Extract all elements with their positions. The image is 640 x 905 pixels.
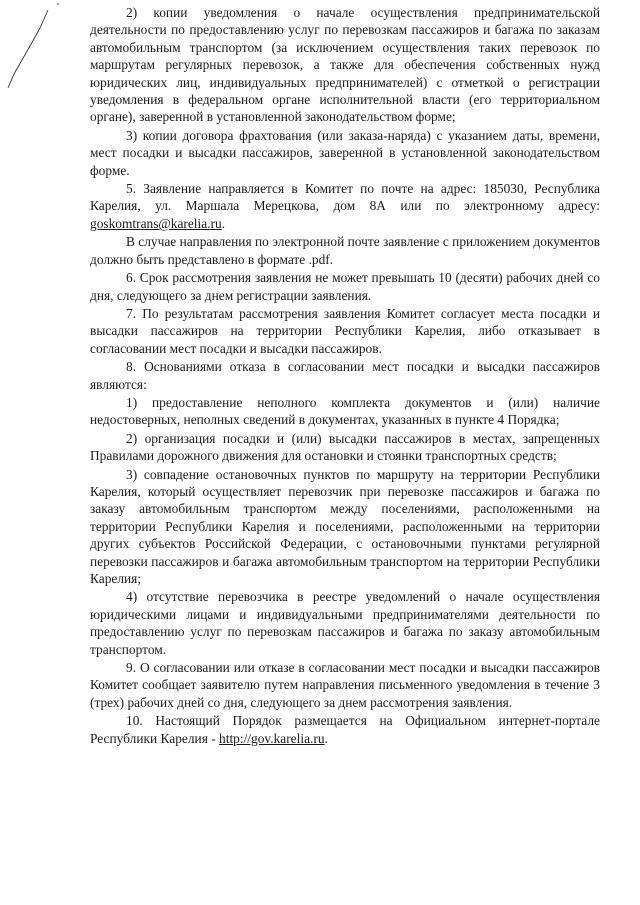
paragraph-8-refusal-grounds: 8. Основаниями отказа в согласовании мест посадки и высадки пассажиров являются: — [90, 359, 600, 392]
email-link[interactable]: goskomtrans@karelia.ru — [90, 215, 222, 231]
paragraph-8-1-incomplete-documents: 1) предоставление неполного комплекта документов и (или) наличие недостоверных, неполных сведений в документах, указанных в пункте 4 Порядка; — [90, 394, 600, 428]
paragraph-10-publication — [90, 712, 600, 747]
paragraph-3-copy-charter-contract: 3) копии договора фрахтования (или заказа-наряда) с указанием даты, времени, мест посадки и высадки пассажиров, заверенной в установленной законодательством форме. — [90, 127, 600, 178]
paragraph-8-3-stop-coincidence: 3) совпадение остановочных пунктов по маршруту на территории Республики Карелия, который осуществляет перевозчик при перевозке пассажиров и багажа по заказу автомобильным транспортом между поселениями, расположенными на территории Республики Карелия и поселениями, расположенными на территории других субъектов Российской Федерации, с остановочными пунктами регулярной перевозки пассажиров и багажа автомобильным транспортом на территории Республики Карелия; — [90, 466, 600, 586]
margin-pen-mark — [0, 0, 60, 100]
paragraph-text: 10. Настоящий Порядок размещается на Официальном интернет-портале Республики Карелия - — [90, 713, 600, 746]
paragraph-end: . — [221, 215, 226, 231]
paragraph-8-4-registry-absence: 4) отсутствие перевозчика в реестре уведомлений о начале осуществления юридическими лицами и индивидуальными предпринимателями деятельности по предоставлению услуг по перевозкам пассажиров и багажа по заказу автомобильным транспортом. — [90, 589, 600, 657]
paragraph-9-notification: 9. О согласовании или отказе в согласовании мест посадки и высадки пассажиров Комитет сообщает заявителю путем направления письменного уведомления в течение 3 (трех) рабочих дней со дня, следующего за днем рассмотрения заявления. — [90, 660, 600, 710]
document-page — [90, 0, 600, 748]
portal-link[interactable]: http://gov.karelia.ru — [219, 730, 325, 746]
paragraph-2-copy-notification: 2) копии уведомления о начале осуществления предпринимательской деятельности по предоставлению услуг по перевозкам пассажиров и багажа по заказам автомобильным транспортом (за исключением осуществления таких перевозок по маршрутам регулярных перевозок, а также для обеспечения собственных нужд юридических лиц, индивидуальных предпринимателей) с отметкой о регистрации уведомления в федеральном органе исполнительной власти (его территориальном органе), заверенной в установленной законодательством форме; — [90, 5, 600, 125]
paragraph-8-2-prohibited-places: 2) организация посадки и (или) высадки пассажиров в местах, запрещенных Правилами дорожного движения для остановки и стоянки транспортных средств; — [90, 430, 600, 464]
paragraph-6-review-period: 6. Срок рассмотрения заявления не может превышать 10 (десяти) рабочих дней со дня, следующего за днем регистрации заявления. — [90, 270, 600, 303]
paragraph-7-review-results: 7. По результатам рассмотрения заявления Комитет согласует места посадки и высадки пассажиров на территории Республики Карелия, либо отказывает в согласовании мест посадки и высадки пассажиров. — [90, 305, 600, 356]
paragraph-email-pdf-format: В случае направления по электронной почте заявление с приложением документов должно быть представлено в формате .pdf. — [90, 234, 600, 267]
paragraph-5-application-address — [90, 180, 600, 232]
paragraph-end: . — [324, 730, 328, 746]
paragraph-text: 5. Заявление направляется в Комитет по почте на адрес: 185030, Республика Карелия, ул. Маршала Мерецкова, дом 8А или по электронному адресу: — [90, 181, 600, 214]
